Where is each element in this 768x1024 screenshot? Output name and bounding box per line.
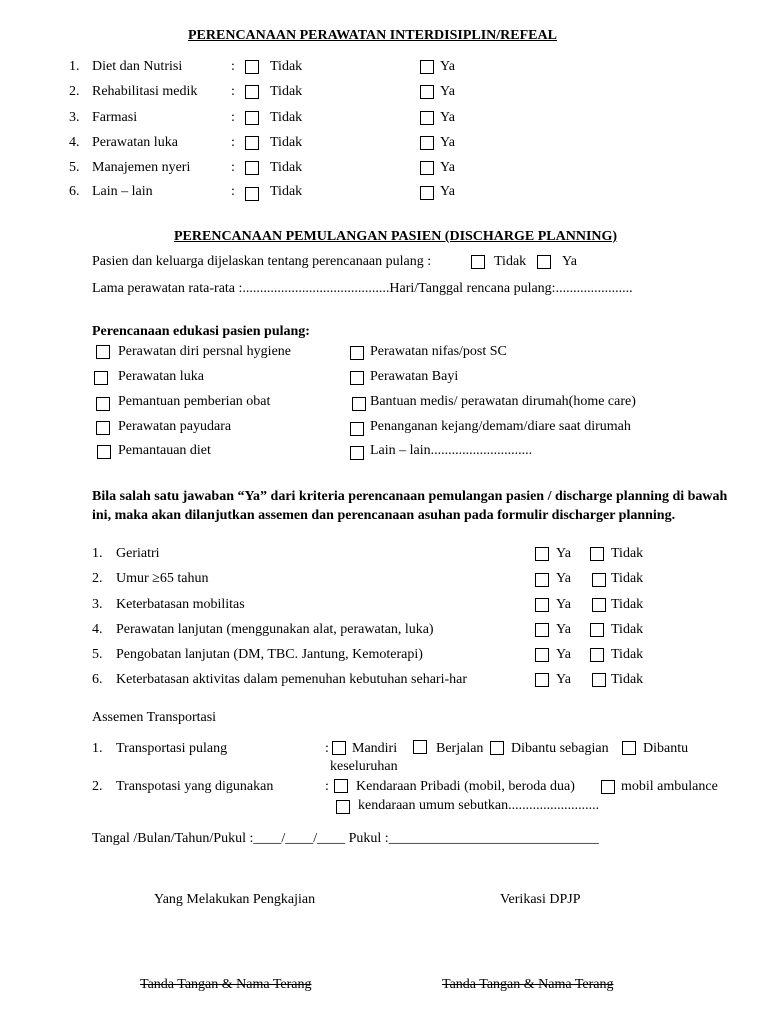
criteria-ya-label: Ya xyxy=(556,647,571,662)
right-signature-line: Tanda Tangan & Nama Terang xyxy=(442,977,614,992)
criteria-tidak-label: Tidak xyxy=(611,597,644,612)
criteria-ya-label: Ya xyxy=(556,622,571,637)
left-signature-title: Yang Melakukan Pengkajian xyxy=(154,892,316,907)
berjalan-checkbox[interactable] xyxy=(413,740,427,754)
criteria-label: Umur ≥65 tahun xyxy=(116,571,209,586)
transport-heading: Assemen Transportasi xyxy=(92,710,217,725)
left-signature-line: Tanda Tangan & Nama Terang xyxy=(140,977,312,992)
education-checkbox[interactable] xyxy=(352,397,366,411)
colon: : xyxy=(231,59,235,74)
criteria-number: 2. xyxy=(92,571,103,586)
education-checkbox[interactable] xyxy=(350,446,364,460)
item-number: 1. xyxy=(69,59,80,74)
education-checkbox[interactable] xyxy=(350,371,364,385)
colon: : xyxy=(231,110,235,125)
education-checkbox[interactable] xyxy=(350,346,364,360)
mandiri-checkbox[interactable] xyxy=(332,741,346,755)
education-label: Perawatan Bayi xyxy=(370,369,459,384)
ya-checkbox[interactable] xyxy=(420,111,434,125)
criteria-number: 3. xyxy=(92,597,103,612)
item-label: Farmasi xyxy=(92,110,138,125)
criteria-tidak-label: Tidak xyxy=(611,622,644,637)
kendaraan-pribadi-label: Kendaraan Pribadi (mobil, beroda dua) xyxy=(356,779,575,794)
criteria-ya-label: Ya xyxy=(556,546,571,561)
education-label: Perawatan nifas/post SC xyxy=(370,344,507,359)
criteria-tidak-label: Tidak xyxy=(611,647,644,662)
item-number: 5. xyxy=(69,160,80,175)
tidak-checkbox[interactable] xyxy=(245,85,259,99)
item-label: Perawatan luka xyxy=(92,135,178,150)
transport-number: 2. xyxy=(92,779,103,794)
dibantu-sebagian-checkbox[interactable] xyxy=(490,741,504,755)
colon: : xyxy=(231,160,235,175)
education-checkbox[interactable] xyxy=(350,422,364,436)
ya-label: Ya xyxy=(440,110,455,125)
education-label: Perawatan luka xyxy=(118,369,204,384)
criteria-label: Geriatri xyxy=(116,546,160,561)
education-label: Lain – lain............................. xyxy=(370,443,533,458)
criteria-tidak-label: Tidak xyxy=(611,672,644,687)
ya-label: Ya xyxy=(440,59,455,74)
criteria-tidak-checkbox[interactable] xyxy=(590,648,604,662)
criteria-tidak-checkbox[interactable] xyxy=(590,547,604,561)
berjalan-label: Berjalan xyxy=(436,741,484,756)
item-number: 3. xyxy=(69,110,80,125)
criteria-intro: Bila salah satu jawaban “Ya” dari kriteria perencanaan pemulangan pasien / discharge planning di bawah ini, maka akan dilanjutkan assemen dan perencanaan asuhan pada formulir discharger planning. xyxy=(92,489,728,523)
education-heading: Perencanaan edukasi pasien pulang: xyxy=(92,324,310,339)
kendaraan-umum-checkbox[interactable] xyxy=(336,800,350,814)
ya-checkbox[interactable] xyxy=(420,186,434,200)
criteria-ya-label: Ya xyxy=(556,672,571,687)
criteria-label: Perawatan lanjutan (menggunakan alat, perawatan, luka) xyxy=(116,622,434,637)
item-number: 4. xyxy=(69,135,80,150)
item-label: Rehabilitasi medik xyxy=(92,84,198,99)
criteria-ya-checkbox[interactable] xyxy=(535,598,549,612)
criteria-ya-checkbox[interactable] xyxy=(535,648,549,662)
transport-label: Transportasi pulang xyxy=(116,741,228,756)
education-checkbox[interactable] xyxy=(96,397,110,411)
criteria-label: Keterbatasan mobilitas xyxy=(116,597,245,612)
ya-checkbox[interactable] xyxy=(420,85,434,99)
criteria-ya-checkbox[interactable] xyxy=(535,547,549,561)
transport-label: Transpotasi yang digunakan xyxy=(116,779,274,794)
education-checkbox[interactable] xyxy=(96,345,110,359)
tidak-label: Tidak xyxy=(270,184,303,199)
tidak-label: Tidak xyxy=(270,160,303,175)
criteria-number: 6. xyxy=(92,672,103,687)
tidak-checkbox[interactable] xyxy=(245,136,259,150)
education-label: Perawatan diri persnal hygiene xyxy=(118,344,291,359)
tidak-checkbox[interactable] xyxy=(245,111,259,125)
criteria-ya-checkbox[interactable] xyxy=(535,573,549,587)
education-label: Bantuan medis/ perawatan dirumah(home care) xyxy=(370,394,636,409)
ya-checkbox[interactable] xyxy=(420,161,434,175)
kendaraan-pribadi-checkbox[interactable] xyxy=(334,779,348,793)
education-checkbox[interactable] xyxy=(96,421,110,435)
dibantu-keseluruhan-label: Dibantu xyxy=(643,741,689,756)
transport-number: 1. xyxy=(92,741,103,756)
criteria-ya-label: Ya xyxy=(556,597,571,612)
education-label: Penanganan kejang/demam/diare saat dirumah xyxy=(370,419,631,434)
dibantu-sebagian-label: Dibantu sebagian xyxy=(511,741,609,756)
criteria-tidak-checkbox[interactable] xyxy=(590,623,604,637)
ya-checkbox[interactable] xyxy=(420,60,434,74)
tidak-label: Tidak xyxy=(270,110,303,125)
education-label: Perawatan payudara xyxy=(118,419,232,434)
criteria-label: Keterbatasan aktivitas dalam pemenuhan kebutuhan sehari-har xyxy=(116,672,468,687)
explained-tidak-label: Tidak xyxy=(494,254,527,269)
kendaraan-umum-label: kendaraan umum sebutkan.......................... xyxy=(358,798,600,813)
explained-ya-checkbox[interactable] xyxy=(537,255,551,269)
criteria-number: 5. xyxy=(92,647,103,662)
tidak-checkbox[interactable] xyxy=(245,161,259,175)
colon: : xyxy=(231,135,235,150)
tidak-label: Tidak xyxy=(270,59,303,74)
criteria-label: Pengobatan lanjutan (DM, TBC. Jantung, Kemoterapi) xyxy=(116,647,423,662)
colon: : xyxy=(231,84,235,99)
ya-label: Ya xyxy=(440,160,455,175)
colon: : xyxy=(325,779,329,794)
criteria-tidak-label: Tidak xyxy=(611,571,644,586)
tidak-checkbox[interactable] xyxy=(245,187,259,201)
dibantu-keseluruhan-cont: keseluruhan xyxy=(330,759,398,774)
colon: : xyxy=(231,184,235,199)
criteria-ya-label: Ya xyxy=(556,571,571,586)
item-number: 2. xyxy=(69,84,80,99)
right-signature-title: Verikasi DPJP xyxy=(500,892,581,907)
criteria-tidak-checkbox[interactable] xyxy=(592,573,606,587)
criteria-number: 4. xyxy=(92,622,103,637)
criteria-tidak-label: Tidak xyxy=(611,546,644,561)
education-label: Pemantauan diet xyxy=(118,443,211,458)
section1-title: PERENCANAAN PERAWATAN INTERDISIPLIN/REFEAL xyxy=(188,28,557,43)
item-label: Manajemen nyeri xyxy=(92,160,191,175)
ya-label: Ya xyxy=(440,84,455,99)
explained-tidak-checkbox[interactable] xyxy=(471,255,485,269)
criteria-ya-checkbox[interactable] xyxy=(535,673,549,687)
datetime-line: Tangal /Bulan/Tahun/Pukul :____/____/____ Pukul :______________________________ xyxy=(92,831,599,846)
criteria-tidak-checkbox[interactable] xyxy=(592,673,606,687)
ya-label: Ya xyxy=(440,184,455,199)
criteria-ya-checkbox[interactable] xyxy=(535,623,549,637)
ya-checkbox[interactable] xyxy=(420,136,434,150)
explained-question: Pasien dan keluarga dijelaskan tentang perencanaan pulang : xyxy=(92,254,432,269)
criteria-tidak-checkbox[interactable] xyxy=(592,598,606,612)
criteria-number: 1. xyxy=(92,546,103,561)
ambulance-checkbox[interactable] xyxy=(601,780,615,794)
explained-ya-label: Ya xyxy=(562,254,577,269)
education-checkbox[interactable] xyxy=(94,371,108,385)
education-checkbox[interactable] xyxy=(97,445,111,459)
tidak-label: Tidak xyxy=(270,84,303,99)
item-label: Lain – lain xyxy=(92,184,153,199)
education-label: Pemantuan pemberian obat xyxy=(118,394,271,409)
colon: : xyxy=(325,741,329,756)
item-label: Diet dan Nutrisi xyxy=(92,59,183,74)
item-number: 6. xyxy=(69,184,80,199)
mandiri-label: Mandiri xyxy=(352,741,398,756)
ya-label: Ya xyxy=(440,135,455,150)
length-of-stay-line: Lama perawatan rata-rata :..........................................Hari/Tanggal rencana pulang:...................... xyxy=(92,281,633,296)
dibantu-keseluruhan-checkbox[interactable] xyxy=(622,741,636,755)
tidak-checkbox[interactable] xyxy=(245,60,259,74)
tidak-label: Tidak xyxy=(270,135,303,150)
ambulance-label: mobil ambulance xyxy=(621,779,718,794)
section2-title: PERENCANAAN PEMULANGAN PASIEN (DISCHARGE PLANNING) xyxy=(174,229,618,244)
